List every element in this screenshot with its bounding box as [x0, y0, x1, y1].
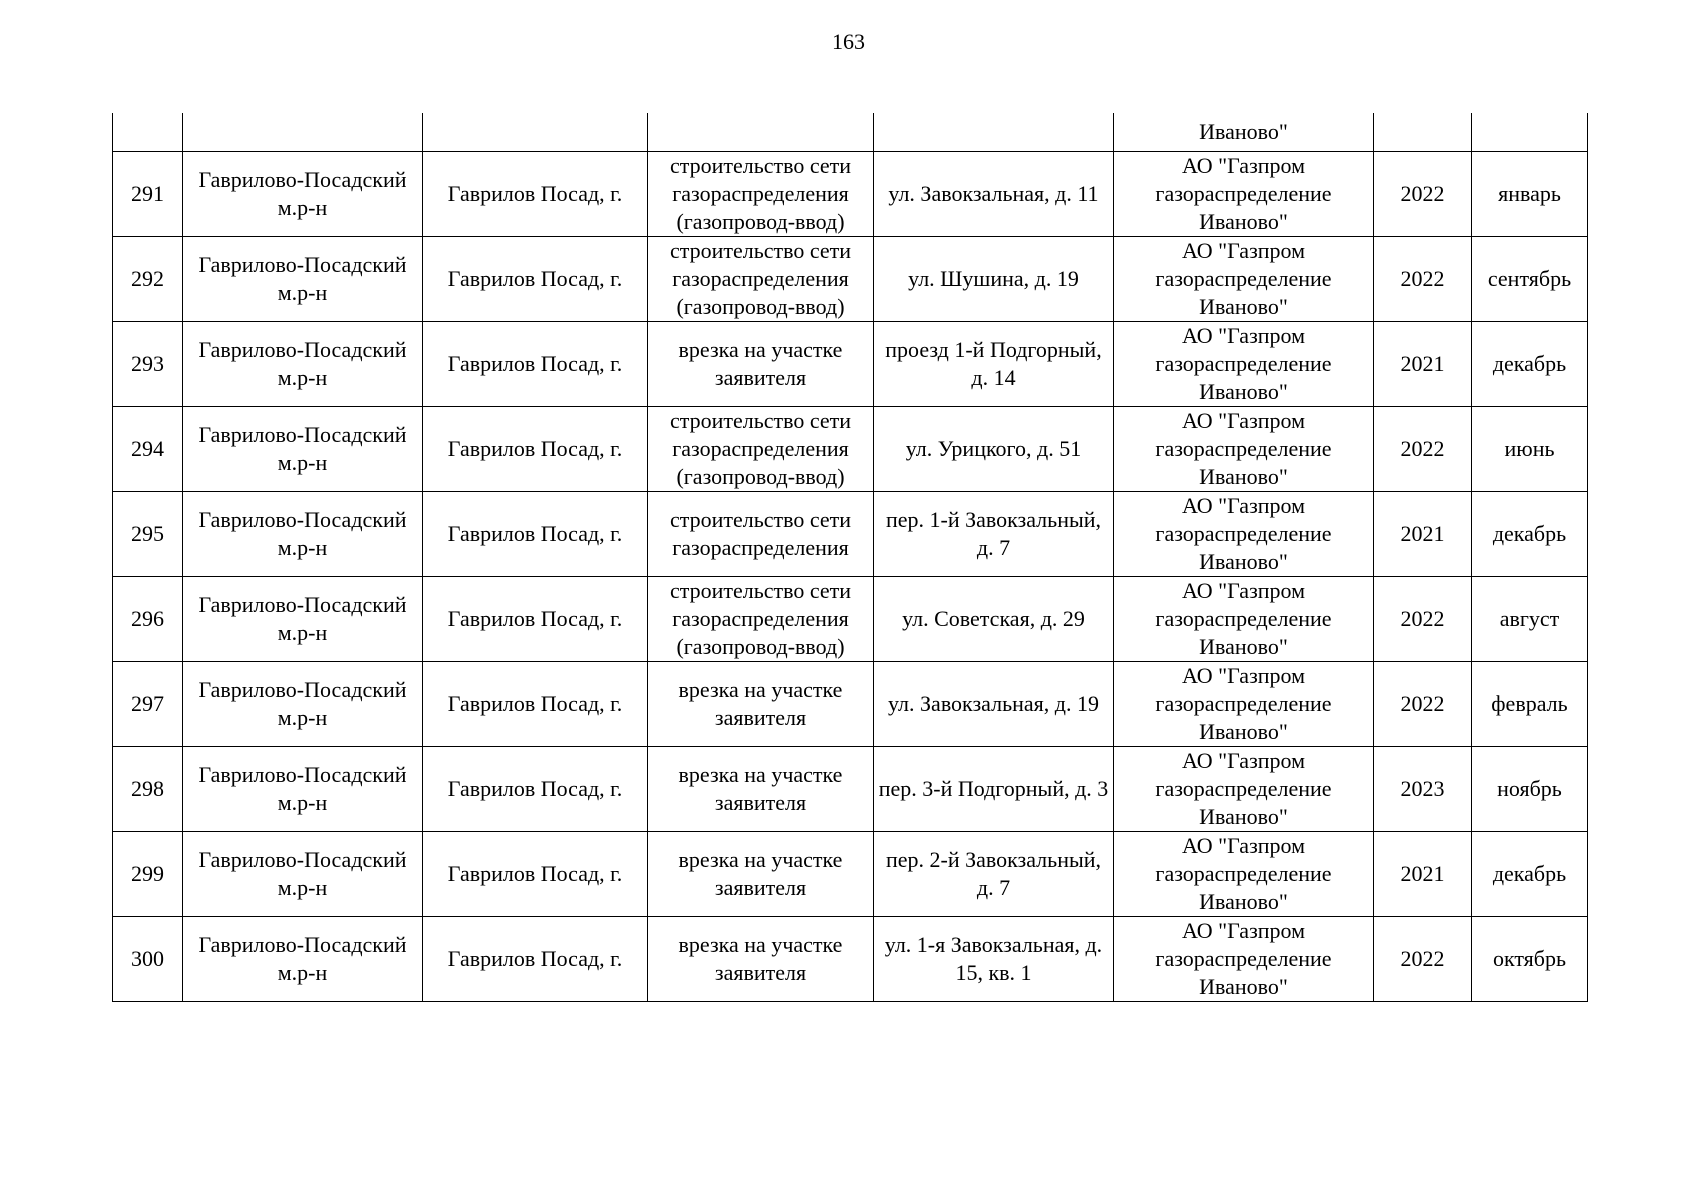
city-cell: Гаврилов Посад, г.: [423, 832, 648, 917]
num-cell: 294: [113, 407, 183, 492]
month-cell: октябрь: [1472, 917, 1588, 1002]
num-cell: 297: [113, 662, 183, 747]
address-cell: ул. 1-я Завокзальная, д. 15, кв. 1: [874, 917, 1114, 1002]
num-cell: 291: [113, 152, 183, 237]
district-cell: Гаврилово-Посадский м.р-н: [183, 747, 423, 832]
city-cell: Гаврилов Посад, г.: [423, 237, 648, 322]
month-cell: январь: [1472, 152, 1588, 237]
year-cell: 2022: [1374, 577, 1472, 662]
gasification-table: [112, 113, 1588, 1002]
org-cell: АО "Газпром газораспределение Иваново": [1114, 322, 1374, 407]
city-cell: Гаврилов Посад, г.: [423, 917, 648, 1002]
address-cell: проезд 1-й Подгорный, д. 14: [874, 322, 1114, 407]
district-cell: Гаврилово-Посадский м.р-н: [183, 152, 423, 237]
district-cell: Гаврилово-Посадский м.р-н: [183, 577, 423, 662]
year-cell: 2021: [1374, 832, 1472, 917]
table-row: [113, 492, 1588, 577]
work-cell: строительство сети газораспределения (газопровод-ввод): [648, 237, 874, 322]
work-cell: врезка на участке заявителя: [648, 322, 874, 407]
month-cell: февраль: [1472, 662, 1588, 747]
address-cell: ул. Завокзальная, д. 11: [874, 152, 1114, 237]
work-cell: строительство сети газораспределения (газопровод-ввод): [648, 152, 874, 237]
year-cell: 2022: [1374, 407, 1472, 492]
org-cell: АО "Газпром газораспределение Иваново": [1114, 747, 1374, 832]
month-cell: август: [1472, 577, 1588, 662]
month-cell: ноябрь: [1472, 747, 1588, 832]
work-cell: [648, 113, 874, 152]
work-cell: строительство сети газораспределения (газопровод-ввод): [648, 577, 874, 662]
num-cell: 300: [113, 917, 183, 1002]
month-cell: июнь: [1472, 407, 1588, 492]
city-cell: Гаврилов Посад, г.: [423, 662, 648, 747]
city-cell: [423, 113, 648, 152]
num-cell: 298: [113, 747, 183, 832]
district-cell: Гаврилово-Посадский м.р-н: [183, 492, 423, 577]
district-cell: Гаврилово-Посадский м.р-н: [183, 917, 423, 1002]
city-cell: Гаврилов Посад, г.: [423, 492, 648, 577]
year-cell: 2021: [1374, 322, 1472, 407]
table-row: [113, 577, 1588, 662]
year-cell: [1374, 113, 1472, 152]
work-cell: строительство сети газораспределения (газопровод-ввод): [648, 407, 874, 492]
district-cell: Гаврилово-Посадский м.р-н: [183, 237, 423, 322]
table-row: [113, 917, 1588, 1002]
city-cell: Гаврилов Посад, г.: [423, 407, 648, 492]
year-cell: 2021: [1374, 492, 1472, 577]
work-cell: врезка на участке заявителя: [648, 832, 874, 917]
num-cell: 293: [113, 322, 183, 407]
city-cell: Гаврилов Посад, г.: [423, 747, 648, 832]
org-cell: Иваново": [1114, 113, 1374, 152]
address-cell: ул. Завокзальная, д. 19: [874, 662, 1114, 747]
org-cell: АО "Газпром газораспределение Иваново": [1114, 152, 1374, 237]
num-cell: 295: [113, 492, 183, 577]
table-row: [113, 407, 1588, 492]
num-cell: [113, 113, 183, 152]
district-cell: Гаврилово-Посадский м.р-н: [183, 662, 423, 747]
district-cell: Гаврилово-Посадский м.р-н: [183, 322, 423, 407]
org-cell: АО "Газпром газораспределение Иваново": [1114, 492, 1374, 577]
page-number: 163: [832, 29, 865, 54]
year-cell: 2022: [1374, 917, 1472, 1002]
org-cell: АО "Газпром газораспределение Иваново": [1114, 237, 1374, 322]
org-cell: АО "Газпром газораспределение Иваново": [1114, 577, 1374, 662]
table-row: [113, 152, 1588, 237]
year-cell: 2022: [1374, 662, 1472, 747]
city-cell: Гаврилов Посад, г.: [423, 152, 648, 237]
year-cell: 2023: [1374, 747, 1472, 832]
month-cell: декабрь: [1472, 832, 1588, 917]
address-cell: пер. 2-й Завокзальный, д. 7: [874, 832, 1114, 917]
org-cell: АО "Газпром газораспределение Иваново": [1114, 917, 1374, 1002]
year-cell: 2022: [1374, 237, 1472, 322]
month-cell: декабрь: [1472, 322, 1588, 407]
district-cell: Гаврилово-Посадский м.р-н: [183, 832, 423, 917]
work-cell: врезка на участке заявителя: [648, 662, 874, 747]
org-cell: АО "Газпром газораспределение Иваново": [1114, 662, 1374, 747]
table-row: [113, 237, 1588, 322]
table-row-continuation: [113, 113, 1588, 152]
city-cell: Гаврилов Посад, г.: [423, 322, 648, 407]
district-cell: Гаврилово-Посадский м.р-н: [183, 407, 423, 492]
month-cell: декабрь: [1472, 492, 1588, 577]
num-cell: 296: [113, 577, 183, 662]
num-cell: 292: [113, 237, 183, 322]
month-cell: [1472, 113, 1588, 152]
org-cell: АО "Газпром газораспределение Иваново": [1114, 832, 1374, 917]
month-cell: сентябрь: [1472, 237, 1588, 322]
num-cell: 299: [113, 832, 183, 917]
address-cell: [874, 113, 1114, 152]
district-cell: [183, 113, 423, 152]
address-cell: ул. Урицкого, д. 51: [874, 407, 1114, 492]
address-cell: ул. Советская, д. 29: [874, 577, 1114, 662]
table-row: [113, 832, 1588, 917]
city-cell: Гаврилов Посад, г.: [423, 577, 648, 662]
table-row: [113, 747, 1588, 832]
org-cell: АО "Газпром газораспределение Иваново": [1114, 407, 1374, 492]
table-row: [113, 662, 1588, 747]
work-cell: врезка на участке заявителя: [648, 747, 874, 832]
year-cell: 2022: [1374, 152, 1472, 237]
work-cell: строительство сети газораспределения: [648, 492, 874, 577]
address-cell: пер. 1-й Завокзальный, д. 7: [874, 492, 1114, 577]
work-cell: врезка на участке заявителя: [648, 917, 874, 1002]
table-row: [113, 322, 1588, 407]
address-cell: пер. 3-й Подгорный, д. 3: [874, 747, 1114, 832]
address-cell: ул. Шушина, д. 19: [874, 237, 1114, 322]
table-body: [113, 113, 1588, 1002]
